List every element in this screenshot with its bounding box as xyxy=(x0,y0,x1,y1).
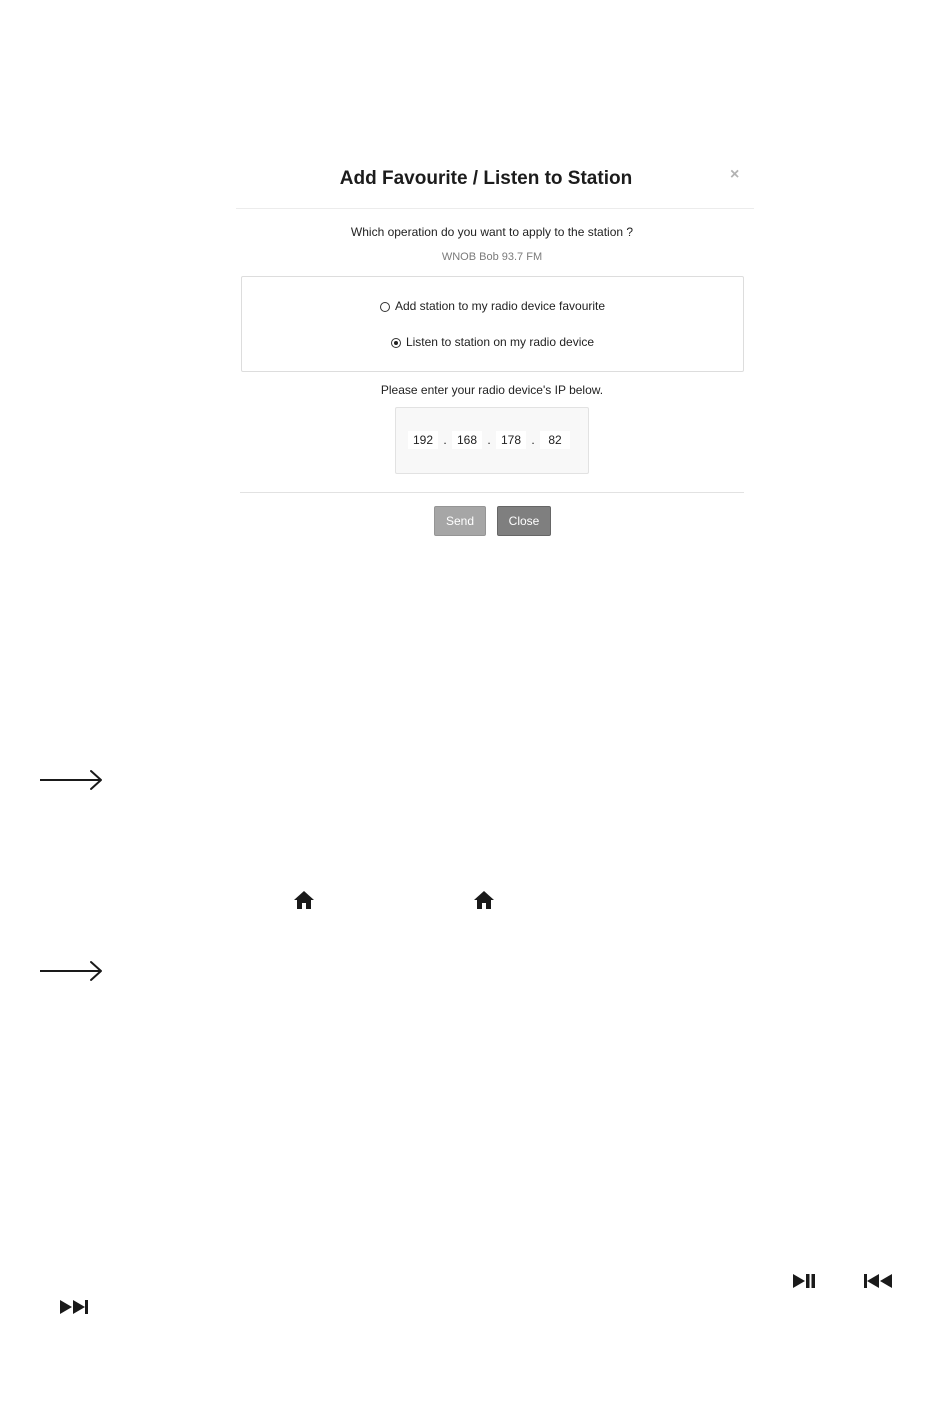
long-right-arrow-icon xyxy=(40,959,104,983)
option-add-favourite[interactable] xyxy=(242,299,743,313)
ip-octet-4-input[interactable] xyxy=(540,431,570,449)
ip-octet-3-input[interactable] xyxy=(496,431,526,449)
radio-listen-station[interactable] xyxy=(391,338,401,348)
option-listen-station[interactable] xyxy=(242,335,743,349)
option-add-favourite-label: Add station to my radio device favourite xyxy=(394,299,606,313)
ip-prompt: Please enter your radio device's IP below. xyxy=(380,383,604,397)
home-icon xyxy=(473,890,495,910)
home-icon xyxy=(293,890,315,910)
close-button[interactable]: Close xyxy=(497,506,551,536)
dialog-title: Add Favourite / Listen to Station xyxy=(339,168,633,189)
ip-address-fields xyxy=(408,431,570,449)
close-icon[interactable]: × xyxy=(730,166,740,183)
play-pause-icon xyxy=(792,1272,816,1290)
ip-separator: . xyxy=(531,433,535,447)
ip-octet-1-input[interactable] xyxy=(408,431,438,449)
option-listen-station-label: Listen to station on my radio device xyxy=(405,335,595,349)
ip-address-box xyxy=(395,407,589,474)
send-button[interactable]: Send xyxy=(434,506,486,536)
header-divider xyxy=(236,208,754,209)
skip-forward-icon xyxy=(59,1298,89,1316)
footer-divider xyxy=(240,492,744,493)
ip-separator: . xyxy=(487,433,491,447)
ip-octet-2-input[interactable] xyxy=(452,431,482,449)
skip-back-icon xyxy=(863,1272,893,1290)
radio-add-favourite[interactable] xyxy=(380,302,390,312)
station-name: WNOB Bob 93.7 FM xyxy=(441,251,543,263)
operation-question: Which operation do you want to apply to the station ? xyxy=(350,225,634,239)
operation-options xyxy=(241,276,744,372)
ip-separator: . xyxy=(443,433,447,447)
long-right-arrow-icon xyxy=(40,768,104,792)
add-favourite-dialog xyxy=(236,150,754,550)
